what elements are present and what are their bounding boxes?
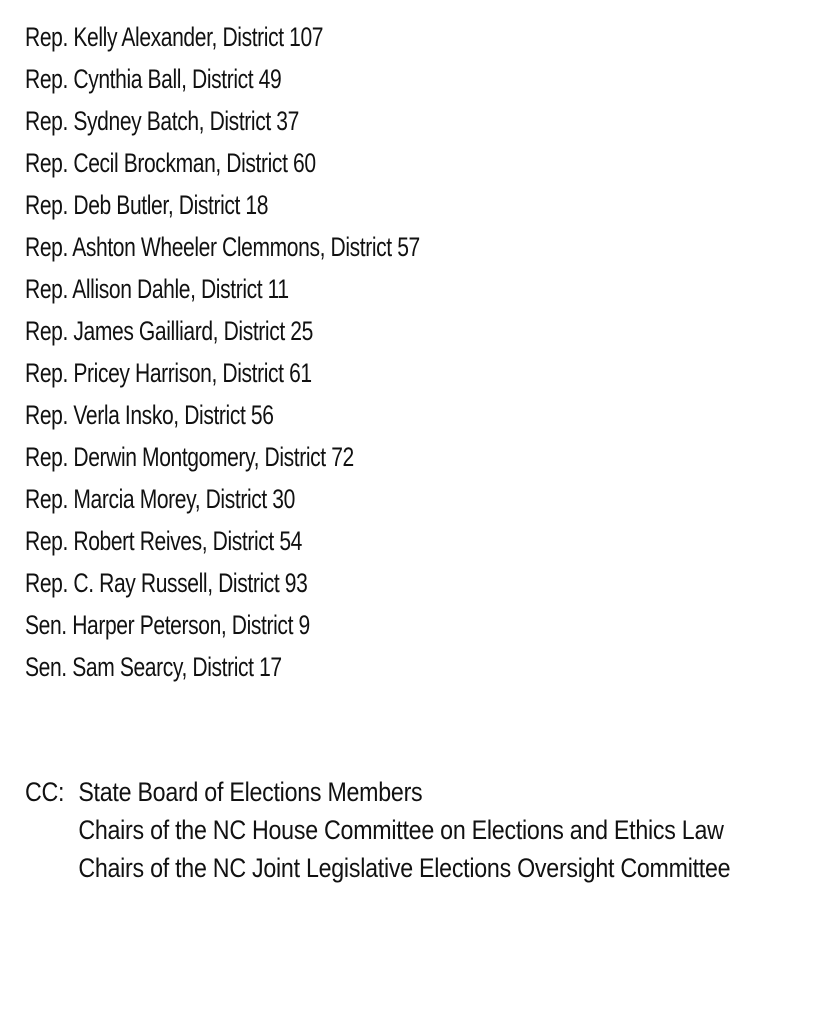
signer-line: Rep. Kelly Alexander, District 107 [25, 22, 324, 52]
signer-line: Rep. Pricey Harrison, District 61 [25, 358, 312, 388]
cc-recipient: Chairs of the NC Joint Legislative Elections Oversight Committee [78, 853, 731, 883]
cc-row [25, 811, 730, 849]
cc-recipient: Chairs of the NC House Committee on Elections and Ethics Law [78, 815, 724, 845]
cc-indent [25, 811, 78, 849]
signer-line: Rep. Ashton Wheeler Clemmons, District 57 [25, 232, 420, 262]
cc-label: CC: [25, 777, 65, 807]
signer-line: Sen. Harper Peterson, District 9 [25, 610, 310, 640]
signer-line: Rep. Cecil Brockman, District 60 [25, 148, 316, 178]
cc-indent [25, 849, 78, 887]
cc-row [25, 773, 730, 811]
signer-line: Rep. Verla Insko, District 56 [25, 400, 274, 430]
signer-line: Rep. Sydney Batch, District 37 [25, 106, 299, 136]
signer-line: Rep. Allison Dahle, District 11 [25, 274, 289, 304]
signer-line: Rep. Marcia Morey, District 30 [25, 484, 295, 514]
signer-line: Rep. Cynthia Ball, District 49 [25, 64, 282, 94]
signer-line: Rep. Deb Butler, District 18 [25, 190, 269, 220]
signer-line: Sen. Sam Searcy, District 17 [25, 652, 282, 682]
signer-list [25, 16, 531, 688]
cc-row [25, 849, 730, 887]
signer-line: Rep. Derwin Montgomery, District 72 [25, 442, 354, 472]
cc-recipient: State Board of Elections Members [78, 777, 423, 807]
signer-line: Rep. James Gailliard, District 25 [25, 316, 313, 346]
signer-line: Rep. Robert Reives, District 54 [25, 526, 303, 556]
cc-block [25, 773, 817, 887]
signer-line: Rep. C. Ray Russell, District 93 [25, 568, 308, 598]
